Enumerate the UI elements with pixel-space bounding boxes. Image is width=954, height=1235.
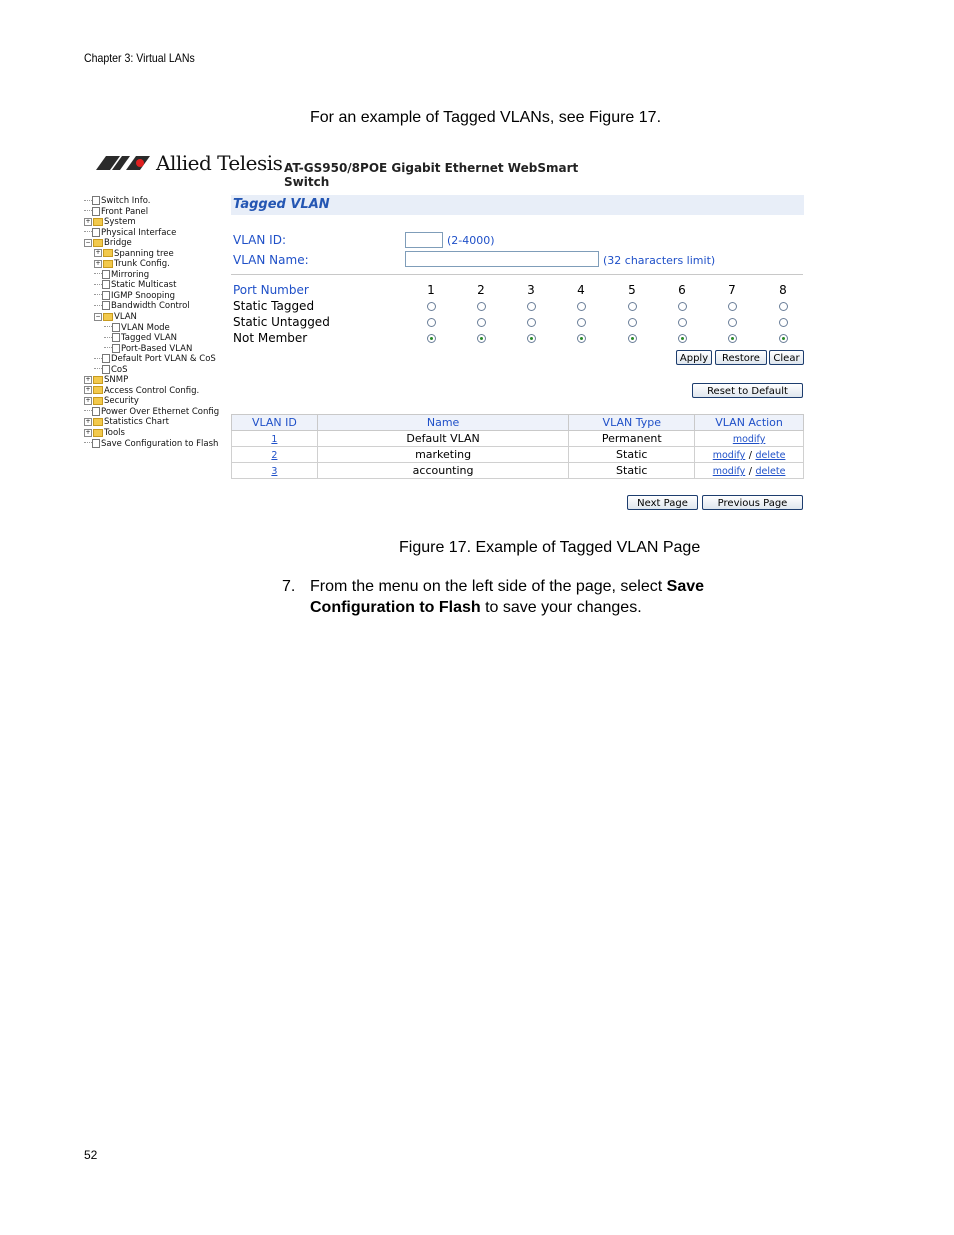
expand-icon[interactable]: + xyxy=(85,375,91,383)
port-cell xyxy=(775,331,791,345)
step-text-bold: Save Configuration to Flash xyxy=(310,578,705,616)
page-icon xyxy=(102,354,110,363)
nav-item-label: Front Panel xyxy=(101,206,149,217)
tree-connector xyxy=(104,337,112,339)
vlan-action-cell xyxy=(695,463,804,479)
nav-item[interactable] xyxy=(84,354,230,365)
port-cell xyxy=(624,315,640,329)
vlan-id-link[interactable]: 1 xyxy=(271,434,278,445)
folder-icon xyxy=(93,218,103,226)
folder-icon xyxy=(93,386,103,394)
page-icon xyxy=(102,291,110,300)
nav-item-label: Static Multicast xyxy=(111,280,177,291)
membership-label: Static Untagged xyxy=(233,315,330,329)
tree-connector xyxy=(84,442,92,444)
port-cell xyxy=(523,331,539,345)
vlan-name-cell: marketing xyxy=(317,447,569,463)
membership-radio[interactable] xyxy=(779,302,788,311)
step-text xyxy=(310,576,760,618)
vlan-id-link[interactable]: 2 xyxy=(271,450,278,461)
nav-item[interactable] xyxy=(84,312,230,323)
action-separator: / xyxy=(748,450,752,461)
membership-radio[interactable] xyxy=(477,302,486,311)
expand-icon[interactable]: + xyxy=(85,396,91,404)
tree-connector xyxy=(104,326,112,328)
vlan-id-link[interactable]: 3 xyxy=(271,466,278,477)
vlan-id-input[interactable] xyxy=(405,232,443,248)
product-name: AT-GS950/8POE Gigabit Ethernet WebSmart Switch xyxy=(284,161,579,189)
page-icon xyxy=(102,280,110,289)
vlan-name-cell: accounting xyxy=(317,463,569,479)
tree-connector xyxy=(84,231,92,233)
folder-icon xyxy=(103,260,113,268)
nav-item[interactable] xyxy=(84,249,230,260)
nav-item[interactable] xyxy=(84,259,230,270)
step-text-pre: From the menu on the left side of the page, select xyxy=(310,578,667,595)
port-cell xyxy=(775,315,791,329)
vlan-name-label: VLAN Name: xyxy=(233,253,309,267)
membership-radio[interactable] xyxy=(728,334,737,343)
membership-radio[interactable] xyxy=(427,334,436,343)
membership-radio[interactable] xyxy=(728,318,737,327)
nav-item[interactable] xyxy=(84,375,230,386)
expand-icon[interactable]: + xyxy=(85,217,91,225)
vlan-name-hint: (32 characters limit) xyxy=(603,254,716,267)
tree-connector xyxy=(94,358,102,360)
membership-radio[interactable] xyxy=(678,318,687,327)
page-icon xyxy=(102,301,110,310)
port-cell xyxy=(573,315,589,329)
step-text-post: to save your changes. xyxy=(480,599,642,616)
collapse-icon[interactable]: − xyxy=(85,238,91,246)
port-cell xyxy=(724,299,740,313)
port-cell xyxy=(573,299,589,313)
folder-icon xyxy=(93,397,103,405)
membership-label: Not Member xyxy=(233,331,308,345)
apply-button[interactable]: Apply xyxy=(676,350,712,365)
port-cell xyxy=(674,315,690,329)
tree-connector xyxy=(94,294,102,296)
port-number: 1 xyxy=(427,283,435,297)
membership-radio[interactable] xyxy=(577,302,586,311)
clear-button[interactable]: Clear xyxy=(769,350,804,365)
nav-item-label: Save Configuration to Flash xyxy=(101,438,219,449)
port-membership-grid xyxy=(233,283,803,347)
restore-button[interactable]: Restore xyxy=(715,350,767,365)
nav-item-label: Default Port VLAN & CoS xyxy=(111,354,216,365)
membership-radio[interactable] xyxy=(527,302,536,311)
membership-radio[interactable] xyxy=(628,318,637,327)
action-separator: / xyxy=(748,466,752,477)
membership-radio[interactable] xyxy=(678,302,687,311)
port-cell xyxy=(423,299,439,313)
table-row xyxy=(232,431,804,447)
nav-item-label: Switch Info. xyxy=(101,196,151,206)
nav-item-label: Statistics Chart xyxy=(104,417,169,428)
tree-connector xyxy=(104,347,112,349)
port-cell xyxy=(423,331,439,345)
page-icon xyxy=(92,439,100,448)
vlan-type-cell: Static xyxy=(569,463,695,479)
nav-item[interactable] xyxy=(84,439,230,450)
nav-item-label: VLAN xyxy=(114,312,137,323)
tree-connector xyxy=(94,273,102,275)
column-header: VLAN Type xyxy=(569,415,695,431)
tree-connector xyxy=(94,305,102,307)
nav-item-label: Physical Interface xyxy=(101,227,177,238)
port-number: 2 xyxy=(477,283,485,297)
reset-to-default-button[interactable]: Reset to Default xyxy=(692,383,803,398)
nav-item[interactable] xyxy=(84,217,230,228)
page-icon xyxy=(102,270,110,279)
port-cell xyxy=(423,315,439,329)
nav-item[interactable] xyxy=(84,417,230,428)
brand-header xyxy=(96,151,616,189)
next-page-button[interactable]: Next Page xyxy=(627,495,698,510)
chapter-header: Chapter 3: Virtual LANs xyxy=(84,51,195,65)
membership-radio[interactable] xyxy=(728,302,737,311)
vlan-id-label: VLAN ID: xyxy=(233,233,286,247)
nav-item-label: Port-Based VLAN xyxy=(121,343,193,354)
page-icon xyxy=(112,344,120,353)
nav-item[interactable] xyxy=(84,238,230,249)
nav-tree xyxy=(84,196,230,449)
membership-radio[interactable] xyxy=(477,334,486,343)
tree-connector xyxy=(84,210,92,212)
membership-radio[interactable] xyxy=(527,334,536,343)
membership-radio[interactable] xyxy=(427,318,436,327)
nav-item-label: Security xyxy=(104,396,139,407)
port-cell xyxy=(674,299,690,313)
port-cell xyxy=(624,299,640,313)
page-icon xyxy=(112,323,120,332)
membership-radio[interactable] xyxy=(628,302,637,311)
port-cell xyxy=(724,331,740,345)
tree-connector xyxy=(94,368,102,370)
port-cell xyxy=(674,331,690,345)
nav-item-label: Bridge xyxy=(104,238,132,249)
port-cell xyxy=(523,315,539,329)
tagged-vlan-panel xyxy=(231,195,804,509)
port-cell xyxy=(724,315,740,329)
port-number: 6 xyxy=(678,283,686,297)
nav-item[interactable] xyxy=(84,301,230,312)
column-header: Name xyxy=(317,415,569,431)
divider xyxy=(231,274,803,275)
port-cell xyxy=(775,299,791,313)
nav-item[interactable] xyxy=(84,428,230,439)
vlan-id-cell xyxy=(232,431,318,447)
port-cell xyxy=(473,331,489,345)
collapse-icon[interactable]: − xyxy=(95,312,101,320)
folder-icon xyxy=(93,418,103,426)
port-number-label: Port Number xyxy=(233,283,309,297)
expand-icon[interactable]: + xyxy=(85,386,91,394)
modify-link[interactable]: modify xyxy=(712,466,746,477)
previous-page-button[interactable]: Previous Page xyxy=(702,495,803,510)
port-cell xyxy=(573,331,589,345)
membership-radio[interactable] xyxy=(678,334,687,343)
nav-item[interactable] xyxy=(84,396,230,407)
folder-icon xyxy=(103,313,113,321)
port-number: 3 xyxy=(527,283,535,297)
intro-text: For an example of Tagged VLANs, see Figure 17. xyxy=(310,109,662,126)
nav-item-label: Tools xyxy=(104,428,125,439)
page-icon xyxy=(92,196,100,205)
vlan-action-cell xyxy=(695,431,804,447)
membership-radio[interactable] xyxy=(527,318,536,327)
nav-item[interactable] xyxy=(84,386,230,397)
modify-link[interactable]: modify xyxy=(732,434,766,445)
column-header: VLAN ID xyxy=(232,415,318,431)
table-row xyxy=(232,447,804,463)
vlan-id-cell xyxy=(232,463,318,479)
port-cell xyxy=(473,299,489,313)
membership-radio[interactable] xyxy=(477,318,486,327)
allied-telesis-logo-icon xyxy=(96,156,150,170)
nav-item-label: Tagged VLAN xyxy=(121,333,178,344)
ui-screenshot xyxy=(84,150,808,520)
port-number: 4 xyxy=(577,283,585,297)
expand-icon[interactable]: + xyxy=(85,417,91,425)
nav-item-label: Power Over Ethernet Config xyxy=(101,406,220,417)
page-icon xyxy=(92,228,100,237)
nav-item[interactable] xyxy=(84,228,230,239)
port-cell xyxy=(624,331,640,345)
panel-title: Tagged VLAN xyxy=(231,195,804,215)
vlan-table xyxy=(231,414,804,479)
folder-icon xyxy=(93,239,103,247)
nav-item[interactable] xyxy=(84,280,230,291)
nav-item-label: IGMP Snooping xyxy=(111,290,175,301)
nav-item-label: VLAN Mode xyxy=(121,322,170,333)
table-row xyxy=(232,463,804,479)
nav-item[interactable] xyxy=(84,365,230,376)
nav-item-label: CoS xyxy=(111,364,128,375)
nav-item[interactable] xyxy=(84,270,230,281)
nav-item-label: SNMP xyxy=(104,375,129,386)
vlan-type-cell: Permanent xyxy=(569,431,695,447)
membership-radio[interactable] xyxy=(427,302,436,311)
port-cell xyxy=(473,315,489,329)
page-icon xyxy=(102,365,110,374)
vlan-id-cell xyxy=(232,447,318,463)
nav-item[interactable] xyxy=(84,407,230,418)
folder-icon xyxy=(103,249,113,257)
membership-label: Static Tagged xyxy=(233,299,315,313)
page-icon xyxy=(92,407,100,416)
expand-icon[interactable]: + xyxy=(95,249,101,257)
vlan-name-input[interactable] xyxy=(405,251,599,267)
page-number: 52 xyxy=(84,1148,98,1162)
brand-name: Allied Telesis xyxy=(156,151,283,175)
port-number: 8 xyxy=(779,283,787,297)
nav-item-label: System xyxy=(104,217,136,228)
nav-item-label: Bandwidth Control xyxy=(111,301,190,312)
tree-connector xyxy=(84,410,92,412)
expand-icon[interactable]: + xyxy=(95,259,101,267)
nav-item-label: Access Control Config. xyxy=(104,385,200,396)
nav-item-label: Trunk Config. xyxy=(114,259,170,270)
folder-icon xyxy=(93,376,103,384)
port-number: 5 xyxy=(628,283,636,297)
tree-connector xyxy=(94,284,102,286)
nav-item[interactable] xyxy=(84,323,230,334)
vlan-action-cell xyxy=(695,447,804,463)
page-icon xyxy=(112,333,120,342)
nav-item-label: Spanning tree xyxy=(114,248,174,259)
page-icon xyxy=(92,207,100,216)
membership-radio[interactable] xyxy=(779,318,788,327)
modify-link[interactable]: modify xyxy=(712,450,746,461)
membership-radio[interactable] xyxy=(577,318,586,327)
vlan-type-cell: Static xyxy=(569,447,695,463)
membership-radio[interactable] xyxy=(577,334,586,343)
vlan-id-hint: (2-4000) xyxy=(447,234,495,247)
tree-connector xyxy=(84,200,92,202)
vlan-name-cell: Default VLAN xyxy=(317,431,569,447)
nav-item[interactable] xyxy=(84,333,230,344)
nav-item[interactable] xyxy=(84,291,230,302)
nav-item-label: Mirroring xyxy=(111,269,150,280)
expand-icon[interactable]: + xyxy=(85,428,91,436)
column-header: VLAN Action xyxy=(695,415,804,431)
membership-radio[interactable] xyxy=(779,334,788,343)
nav-item[interactable] xyxy=(84,344,230,355)
port-number: 7 xyxy=(728,283,736,297)
nav-item[interactable] xyxy=(84,196,230,207)
folder-icon xyxy=(93,429,103,437)
delete-link[interactable]: delete xyxy=(755,450,786,461)
step-number: 7. xyxy=(282,578,296,595)
port-cell xyxy=(523,299,539,313)
delete-link[interactable]: delete xyxy=(755,466,786,477)
nav-item[interactable] xyxy=(84,207,230,218)
figure-caption: Figure 17. Example of Tagged VLAN Page xyxy=(399,539,701,556)
membership-radio[interactable] xyxy=(628,334,637,343)
